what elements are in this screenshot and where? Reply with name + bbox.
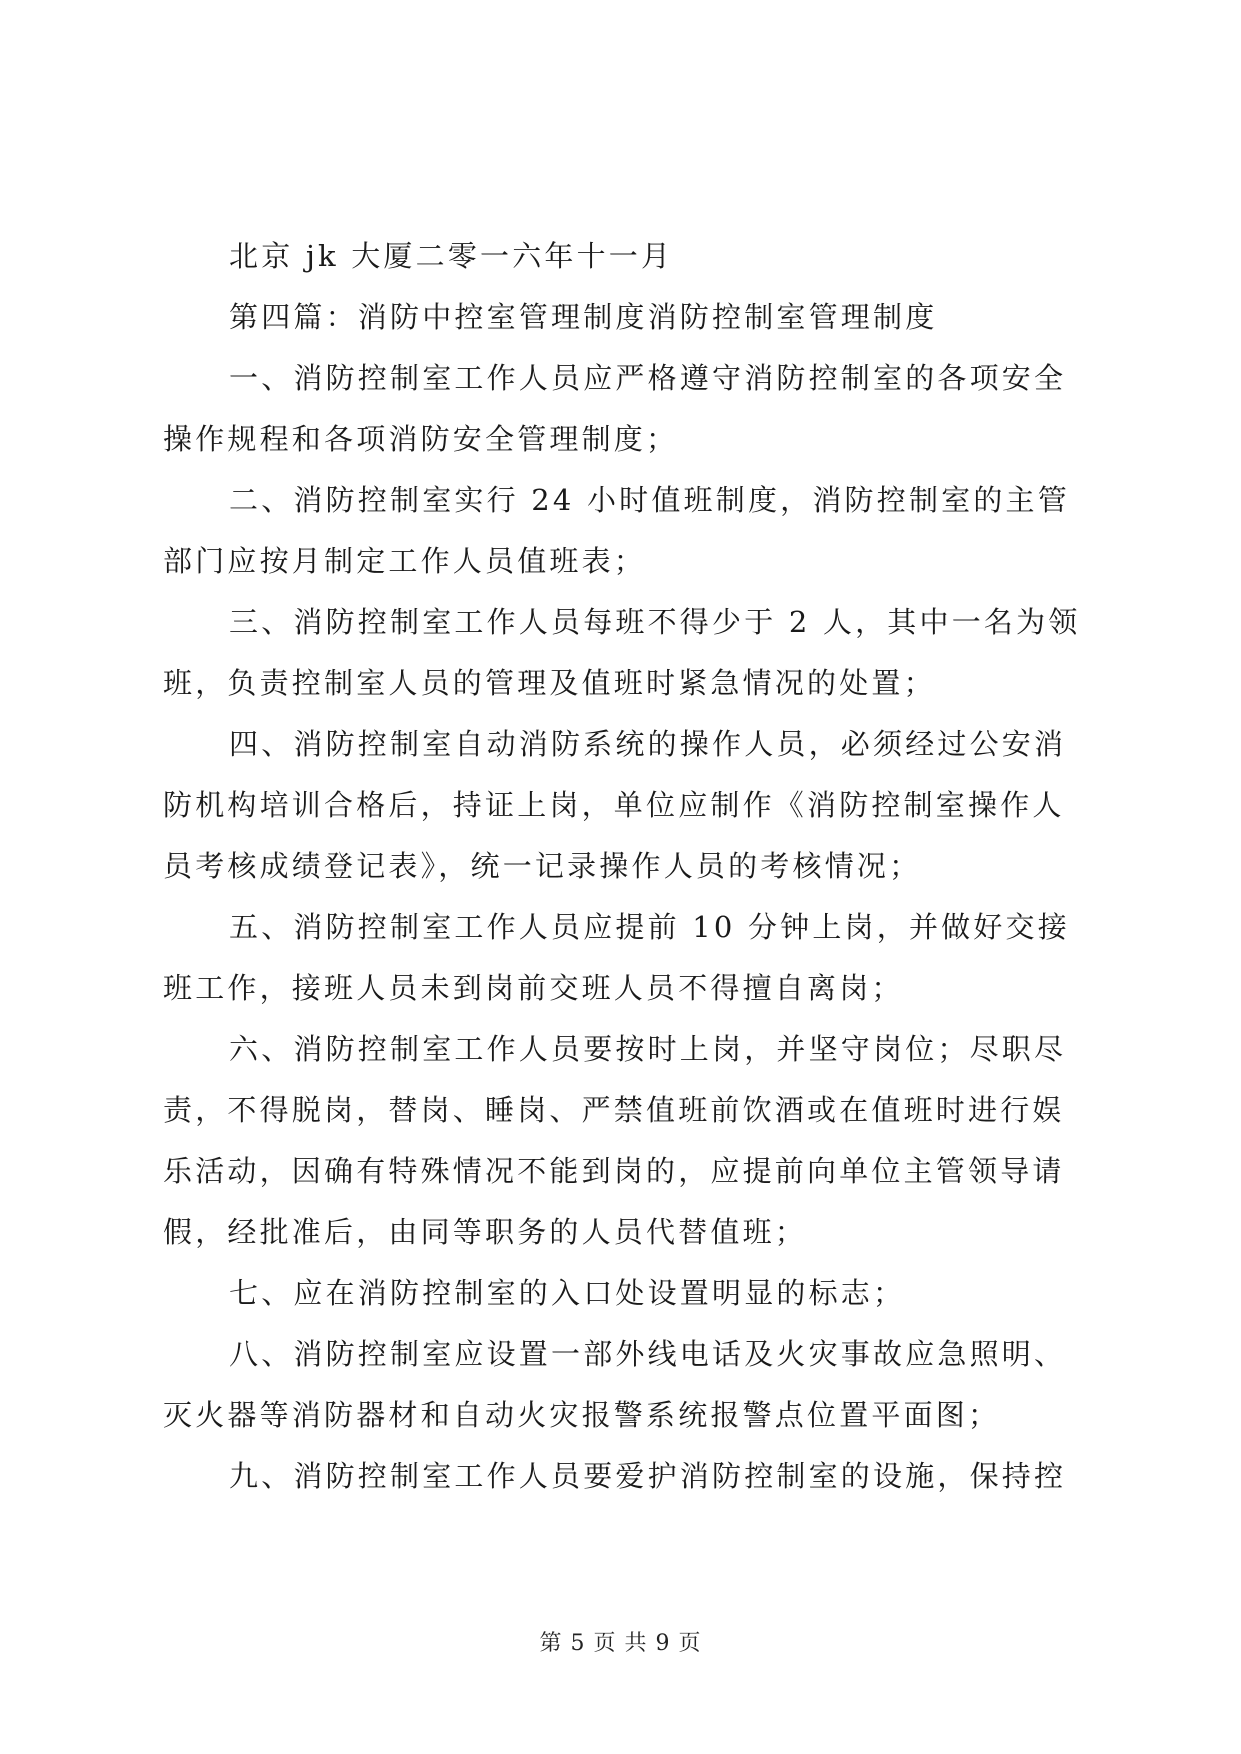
text-line: 班工作，接班人员未到岗前交班人员不得擅自离岗； [163, 971, 904, 1005]
text-line: 乐活动，因确有特殊情况不能到岗的，应提前向单位主管领导请 [163, 1154, 1065, 1188]
text-line: 六、消防控制室工作人员要按时上岗，并坚守岗位；尽职尽 [229, 1032, 1067, 1066]
text-line: 班，负责控制室人员的管理及值班时紧急情况的处置； [163, 666, 936, 700]
text-line: 北京 jk 大厦二零一六年十一月 [229, 239, 674, 273]
text-line: 员考核成绩登记表》，统一记录操作人员的考核情况； [163, 849, 922, 883]
text-line: 四、消防控制室自动消防系统的操作人员，必须经过公安消 [229, 727, 1067, 761]
text-line: 防机构培训合格后，持证上岗，单位应制作《消防控制室操作人 [163, 788, 1065, 822]
text-line: 责，不得脱岗，替岗、睡岗、严禁值班前饮酒或在值班时进行娱 [163, 1093, 1065, 1127]
text-line: 操作规程和各项消防安全管理制度； [163, 422, 679, 456]
text-line: 八、消防控制室应设置一部外线电话及火灾事故应急照明、 [229, 1337, 1067, 1371]
text-line: 五、消防控制室工作人员应提前 10 分钟上岗，并做好交接 [229, 910, 1070, 944]
text-line: 七、应在消防控制室的入口处设置明显的标志； [229, 1276, 906, 1310]
document-body [163, 226, 1083, 1507]
text-line: 九、消防控制室工作人员要爱护消防控制室的设施，保持控 [229, 1459, 1067, 1493]
text-line: 第四篇：消防中控室管理制度消防控制室管理制度 [229, 300, 938, 334]
page-footer: 第 5 页 共 9 页 [539, 1631, 702, 1656]
text-line: 灭火器等消防器材和自动火灾报警系统报警点位置平面图； [163, 1398, 1001, 1432]
text-line: 二、消防控制室实行 24 小时值班制度，消防控制室的主管 [229, 483, 1070, 517]
text-line: 部门应按月制定工作人员值班表； [163, 544, 647, 578]
text-line: 假，经批准后，由同等职务的人员代替值班； [163, 1215, 808, 1249]
text-line: 三、消防控制室工作人员每班不得少于 2 人，其中一名为领 [229, 605, 1081, 639]
text-line: 一、消防控制室工作人员应严格遵守消防控制室的各项安全 [229, 361, 1067, 395]
